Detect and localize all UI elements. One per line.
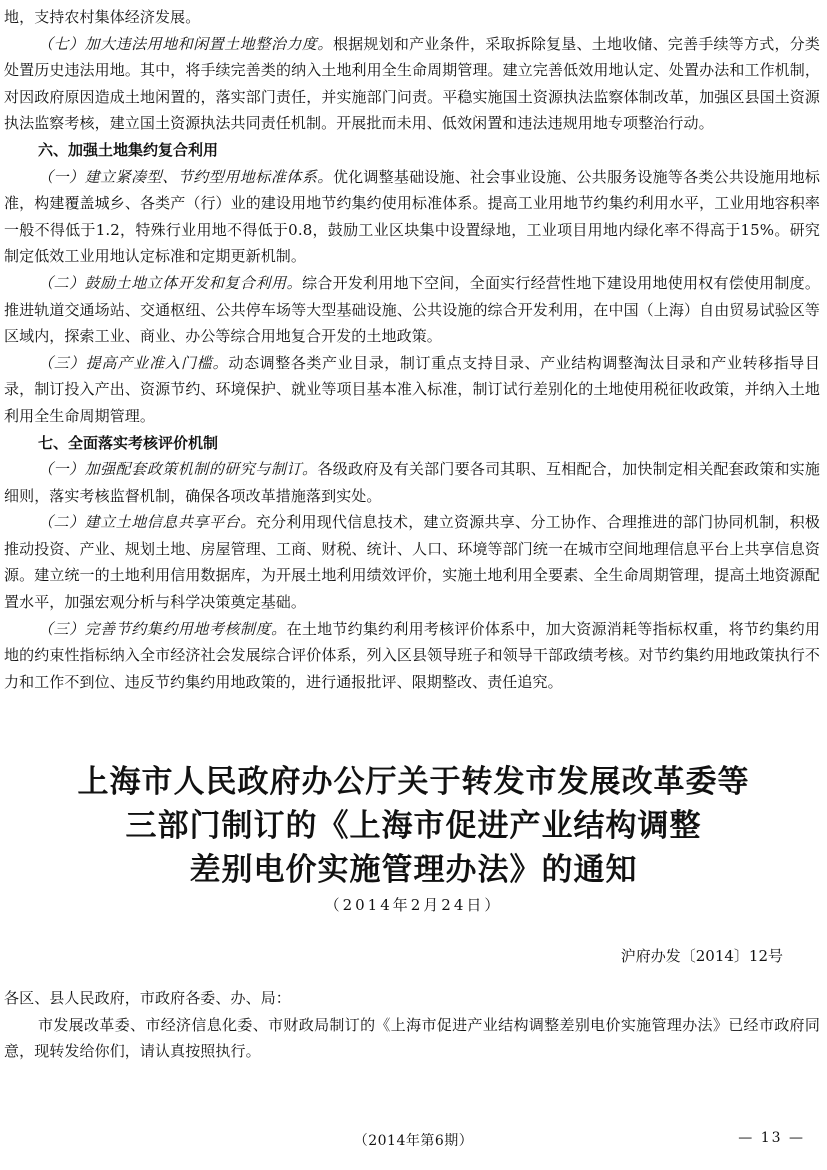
issue-label: （2014年第6期） bbox=[353, 1133, 474, 1149]
paragraph-info-sharing bbox=[4, 509, 820, 615]
item-text: 综合开发利用地下空间，全面实行经营性地下建设用地使用权有偿使用制度。推进轨道交通场站、交通枢纽、公共停车场等大型基础设施、公共设施的综合开发利用，在中国（上海）自由贸易试验区等区域内，探索工业、商业、办公等综合用地复合开发的土地政策。 bbox=[4, 273, 820, 346]
notice-date: （2014年2月24日） bbox=[324, 896, 503, 914]
addressee: 各区、县人民政府，市政府各委、办、局： bbox=[4, 989, 291, 1007]
notice-title-line-1: 上海市人民政府办公厅关于转发市发展改革委等 bbox=[77, 764, 750, 800]
item-heading: （二）鼓励土地立体开发和复合利用。 bbox=[38, 273, 303, 292]
item-text: 动态调整各类产业目录，制订重点支持目录、产业结构调整淘汰目录和产业转移指导目录，制订投入产出、资源节约、环境保护、就业等项目基本准入标准，制订试行差别化的土地使用税征收政策，并纳入土地利用全生命周期管理。 bbox=[4, 353, 820, 425]
document-number: 沪府办发〔2014〕12号 bbox=[620, 947, 783, 965]
notice-title-line-3: 差别电价实施管理办法》的通知 bbox=[189, 852, 638, 888]
paragraph-illegal-land-remediation bbox=[4, 31, 820, 137]
section-heading-6: 六、加强土地集约复合利用 bbox=[38, 140, 219, 159]
paragraph-industry-threshold bbox=[4, 350, 820, 430]
policy-text-continuation bbox=[4, 4, 820, 695]
item-heading: （一）建立紧凑型、节约型用地标准体系。 bbox=[38, 167, 333, 186]
item-heading: （三）完善节约集约用地考核制度。 bbox=[38, 619, 287, 638]
notice-title-block bbox=[0, 760, 827, 916]
paragraph-continued: 地，支持农村集体经济发展。 bbox=[4, 8, 201, 26]
item-heading: （一）加强配套政策机制的研究与制订。 bbox=[38, 460, 318, 479]
item-heading: （三）提高产业准入门槛。 bbox=[38, 353, 229, 372]
section-heading-7: 七、全面落实考核评价机制 bbox=[38, 433, 219, 452]
item-text: 充分利用现代信息技术，建立资源共享、分工协作、合理推进的部门协同机制，积极推动投资、产业、规划土地、房屋管理、工商、财税、统计、人口、环境等部门统一在城市空间地理信息平台上共享信息资源。建立统一的土地利用信用数据库，为开展土地利用绩效评价，实施土地利用全要素、全生命周期管理，提高土地资源配置水平，加强宏观分析与科学决策奠定基础。 bbox=[4, 513, 820, 612]
paragraph-land-standards bbox=[4, 164, 820, 270]
item-text: 根据规划和产业条件，采取拆除复垦、土地收储、完善手续等方式，分类处置历史违法用地。其中，将手续完善类的纳入土地利用全生命周期管理。建立完善低效用地认定、处置办法和工作机制，对因政府原因造成土地闲置的，落实部门责任，并实施部门问责。平稳实施国土资源执法监察体制改革，加强区县国土资源执法监察考核，建立国土资源执法共同责任机制。开展批而未用、低效闲置和违法违规用地专项整治行动。 bbox=[4, 34, 820, 133]
item-text: 优化调整基础设施、社会事业设施、公共服务设施等各类公共设施用地标准，构建覆盖城乡、各类产（行）业的建设用地节约集约使用标准体系。提高工业用地节约集约利用水平，工业用地容积率一般不得低于1.2，特殊行业用地不得低于0.8，鼓励工业区块集中设置绿地，工业项目用地内绿化率不得高于15%。研究制定低效工业用地认定标准和定期更新机制。 bbox=[4, 167, 820, 266]
item-heading: （二）建立土地信息共享平台。 bbox=[38, 513, 256, 532]
paragraph-assessment bbox=[4, 616, 820, 696]
page-number: — 13 — bbox=[738, 1130, 805, 1146]
item-heading: （七）加大违法用地和闲置土地整治力度。 bbox=[38, 34, 333, 53]
paragraph-policy-research bbox=[4, 456, 820, 509]
paragraph-stereo-development bbox=[4, 270, 820, 350]
item-text: 各级政府及有关部门要各司其职、互相配合，加快制定相关配套政策和实施细则，落实考核监督机制，确保各项改革措施落到实处。 bbox=[4, 460, 821, 505]
notice-body bbox=[4, 985, 820, 1065]
item-text: 在土地节约集约利用考核评价体系中，加大资源消耗等指标权重，将节约集约用地的约束性指标纳入全市经济社会发展综合评价体系，列入区县领导班子和领导干部政绩考核。对节约集约用地政策执行不力和工作不到位、违反节约集约用地政策的，进行通报批评、限期整改、责任追究。 bbox=[4, 619, 820, 691]
notice-text: 市发展改革委、市经济信息化委、市财政局制订的《上海市促进产业结构调整差别电价实施管理办法》已经市政府同意，现转发给你们，请认真按照执行。 bbox=[4, 1015, 820, 1061]
notice-title-line-2: 三部门制订的《上海市促进产业结构调整 bbox=[125, 808, 702, 844]
